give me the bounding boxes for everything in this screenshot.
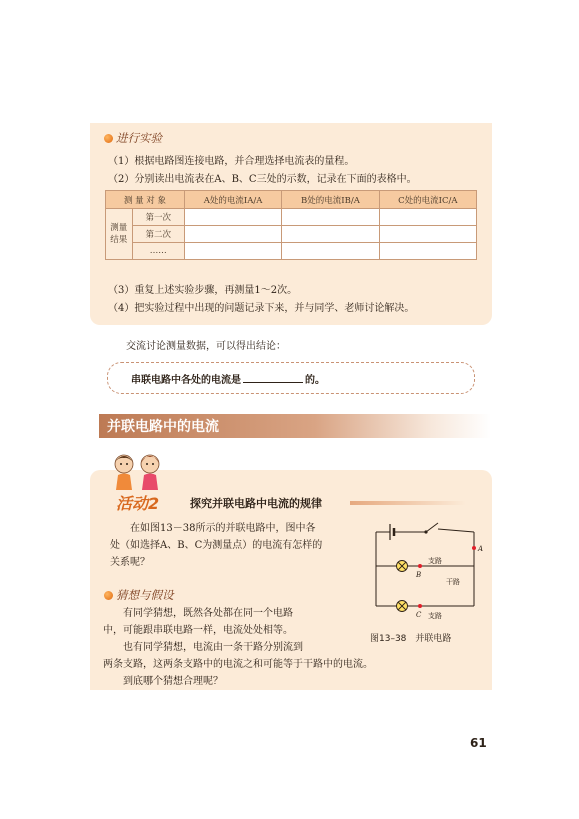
- figure-caption: 图13–38 并联电路: [370, 634, 452, 644]
- point-b-dot: [418, 564, 422, 568]
- table-cell: [282, 226, 379, 243]
- table-row: [106, 226, 477, 243]
- step-2: （2）分别读出电流表在A、B、C三处的示数，记录在下面的表格中。: [108, 174, 417, 185]
- table-cell: [379, 209, 476, 226]
- label-trunk: 干路: [446, 578, 460, 586]
- point-c-label: C: [416, 611, 422, 619]
- answer-blank[interactable]: [243, 382, 303, 383]
- switch-pivot: [424, 530, 427, 533]
- table-cell: [184, 243, 281, 260]
- page-number: 61: [470, 736, 487, 750]
- bullet-icon: [104, 591, 113, 600]
- discussion-prompt: 交流讨论测量数据，可以得出结论：: [126, 341, 286, 352]
- experiment-heading: 进行实验: [104, 130, 162, 146]
- table-row: [106, 209, 477, 226]
- activity-intro: 在如图13－38所示的并联电路中，图中各 处（如选择A、B、C为测量点）的电流有怎样的 关系呢？: [110, 523, 323, 568]
- step-1: （1）根据电路图连接电路，并合理选择电流表的量程。: [108, 156, 355, 167]
- table-cell: [184, 226, 281, 243]
- header-object: 测 量 对 象: [106, 191, 185, 209]
- step-3: （3）重复上述实验步骤，再测量1～2次。: [108, 285, 298, 296]
- row-label: 第二次: [132, 226, 184, 243]
- group-label: 测量 结果: [106, 209, 133, 260]
- hypothesis-heading: 猜想与假设: [104, 587, 174, 603]
- label-branch-bottom: 支路: [428, 612, 442, 620]
- lamp-bottom-icon: [397, 601, 408, 612]
- table-cell: [184, 209, 281, 226]
- header-col-b: B处的电流IB/A: [282, 191, 379, 209]
- lamp-top-icon: [397, 561, 408, 572]
- table-header-row: [106, 191, 477, 209]
- table-cell: [282, 243, 379, 260]
- conclusion-text: 串联电路中各处的电流是 的。: [131, 375, 325, 386]
- activity-title: 探究并联电路中电流的规律: [190, 497, 322, 510]
- label-branch-top: 支路: [428, 557, 442, 565]
- bullet-icon: [104, 134, 113, 143]
- table-row: [106, 243, 477, 260]
- point-b-label: B: [416, 571, 422, 579]
- activity-label: 活动2: [116, 494, 160, 513]
- header-col-a: A处的电流IA/A: [184, 191, 281, 209]
- kids-illustration-icon: [106, 450, 168, 490]
- table-cell: [379, 243, 476, 260]
- section-title: 并联电路中的电流: [107, 419, 219, 435]
- header-col-c: C处的电流IC/A: [379, 191, 476, 209]
- hypothesis-text: 有同学猜想，既然各处都在同一个电路 中，可能跟串联电路一样，电流处处相等。 也有同学猜想，电流由一条干路分别流到 两条支路，这两条支路中的电流之和可能等于干路中的电流。 到底哪个猜想合理呢？: [103, 608, 373, 687]
- step-4: （4）把实验过程中出现的问题记录下来，并与同学、老师讨论解决。: [108, 303, 415, 314]
- row-label: 第一次: [132, 209, 184, 226]
- point-c-dot: [418, 604, 422, 608]
- title-underline: [350, 501, 466, 505]
- table-cell: [379, 226, 476, 243]
- parallel-circuit-diagram: [362, 518, 492, 620]
- row-label: ……: [132, 243, 184, 260]
- measurement-table: [105, 190, 477, 260]
- point-a-dot: [472, 546, 476, 550]
- table-cell: [282, 209, 379, 226]
- point-a-label: A: [478, 545, 484, 553]
